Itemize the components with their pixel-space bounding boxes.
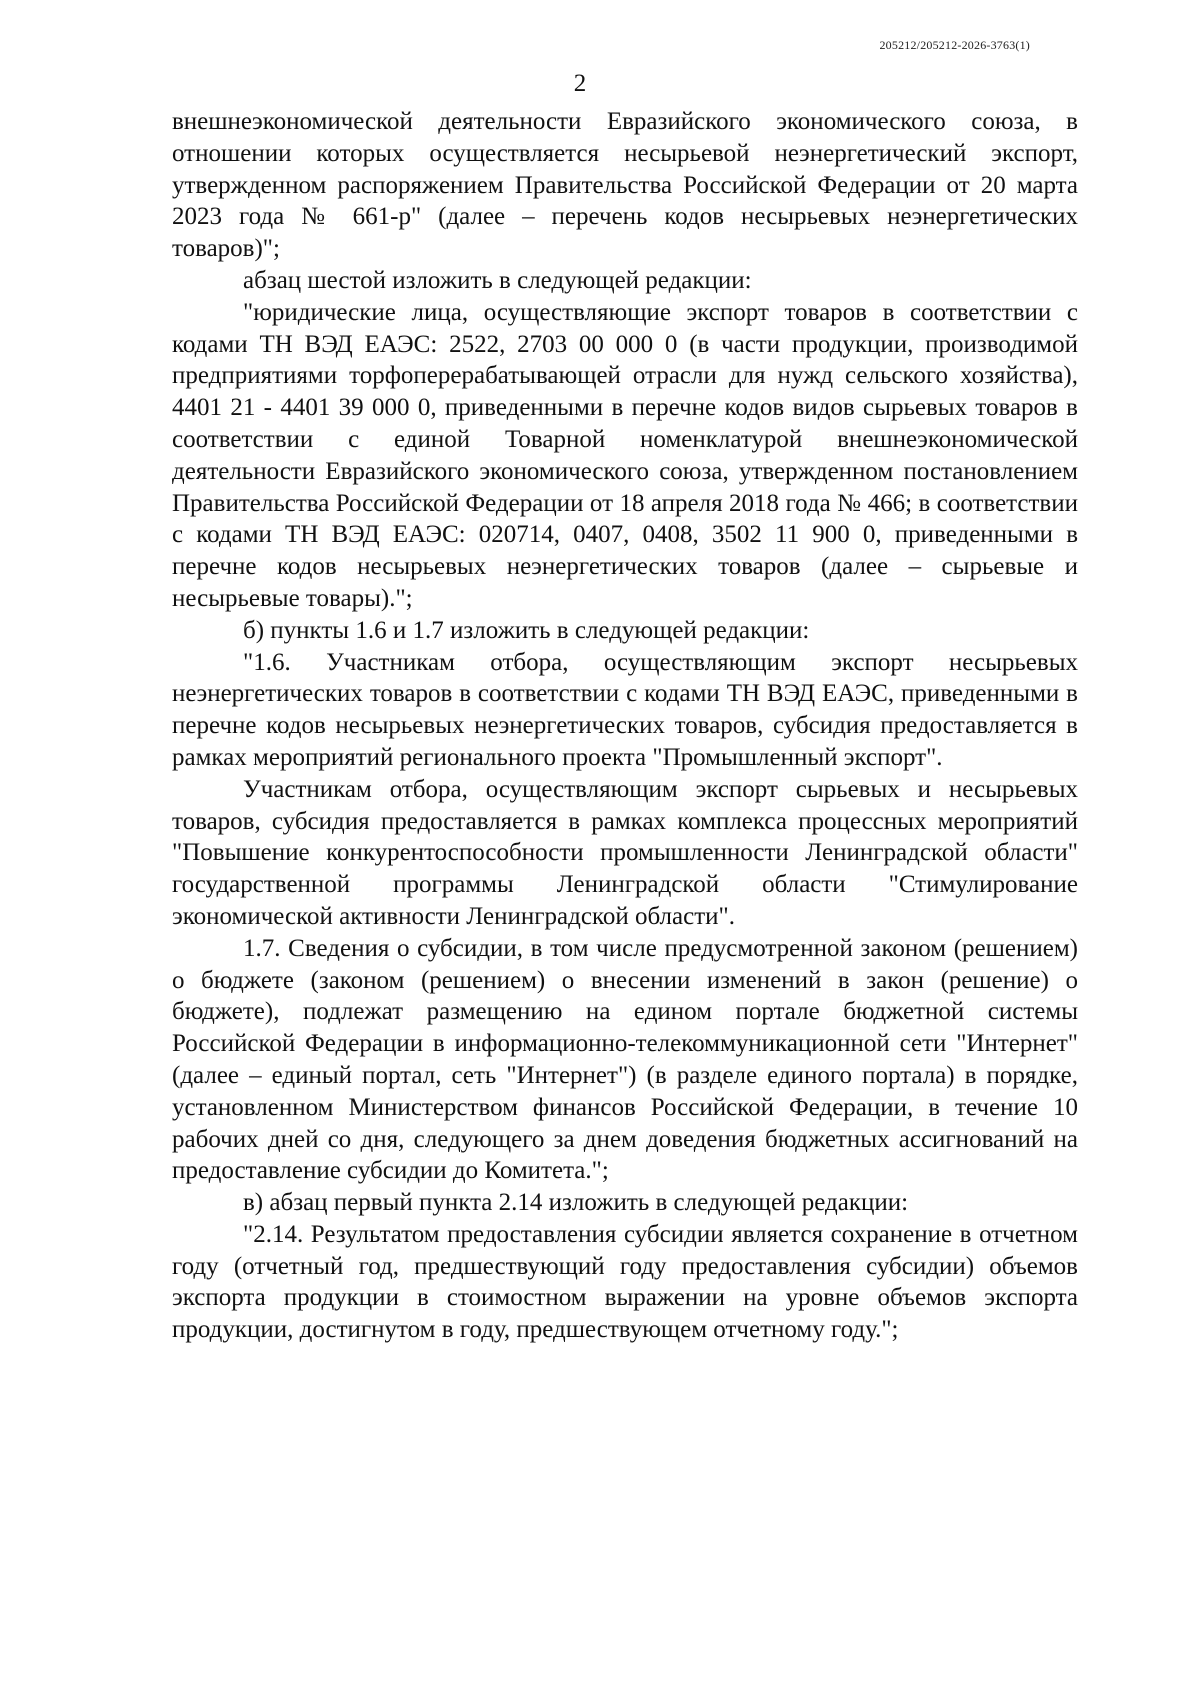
paragraph: б) пункты 1.6 и 1.7 изложить в следующей редакции: [243,616,810,644]
paragraph: внешнеэкономической деятельности Евразийского экономического союза, в отношении которых осуществляется несырьевой неэнергетический экспорт, утвержденном распоряжением Правительства Российской Федерации от 20 марта 2023 года № 661-р" (далее – перечень кодов несырьевых неэнергетических товаров)"; [172,108,1078,263]
paragraph: в) абзац первый пункта 2.14 изложить в следующей редакции: [243,1189,909,1217]
paragraph: "юридические лица, осуществляющие экспорт товаров в соответствии с кодами ТН ВЭД ЕАЭС: 2522, 2703 00 000 0 (в части продукции, производимой предприятиями торфоперерабатывающей отрасли для нужд сельского хозяйства), 4401 21 - 4401 39 000 0, приведенными в перечне кодов видов сырьевых товаров в соответствии с единой Товарной номенклатурой внешнеэкономической деятельности Евразийского экономического союза, утвержденном постановлением Правительства Российской Федерации от 18 апреля 2018 года № 466; в соответствии с кодами ТН ВЭД ЕАЭС: 020714, 0407, 0408, 3502 11 900 0, приведенными в перечне кодов несырьевых неэнергетических товаров (далее – сырьевые и несырьевые товары)."; [172,298,1078,612]
paragraph: Участникам отбора, осуществляющим экспорт сырьевых и несырьевых товаров, субсидия предоставляется в рамках комплекса процессных мероприятий "Повышение конкурентоспособности промышленности Ленинградской области" государственной программы Ленинградской области "Стимулирование экономической активности Ленинградской области". [172,775,1078,930]
document-body [172,106,1078,1346]
paragraph: "2.14. Результатом предоставления субсидии является сохранение в отчетном году (отчетный год, предшествующий году предоставления субсидии) объемов экспорта продукции в стоимостном выражении на уровне объемов экспорта продукции, достигнутом в году, предшествующем отчетному году."; [172,1220,1078,1344]
paragraph: "1.6. Участникам отбора, осуществляющим экспорт несырьевых неэнергетических товаров в соответствии с кодами ТН ВЭД ЕАЭС, приведенными в перечне кодов несырьевых неэнергетических товаров, субсидия предоставляется в рамках мероприятий регионального проекта "Промышленный экспорт". [172,648,1078,771]
document-id: 205212/205212-2026-3763(1) [879,38,1030,52]
page-number: 2 [573,70,587,97]
paragraph: абзац шестой изложить в следующей редакции: [243,266,752,294]
paragraph: 1.7. Сведения о субсидии, в том числе предусмотренной законом (решением) о бюджете (законом (решением) о внесении изменений в закон (решение) о бюджете), подлежат размещению на едином портале бюджетной системы Российской Федерации в информационно-телекоммуникационной сети "Интернет" (далее – единый портал, сеть "Интернет") (в разделе единого портала) в порядке, установленном Министерством финансов Российской Федерации, в течение 10 рабочих дней со дня, следующего за днем доведения бюджетных ассигнований на предоставление субсидии до Комитета."; [172,934,1078,1185]
